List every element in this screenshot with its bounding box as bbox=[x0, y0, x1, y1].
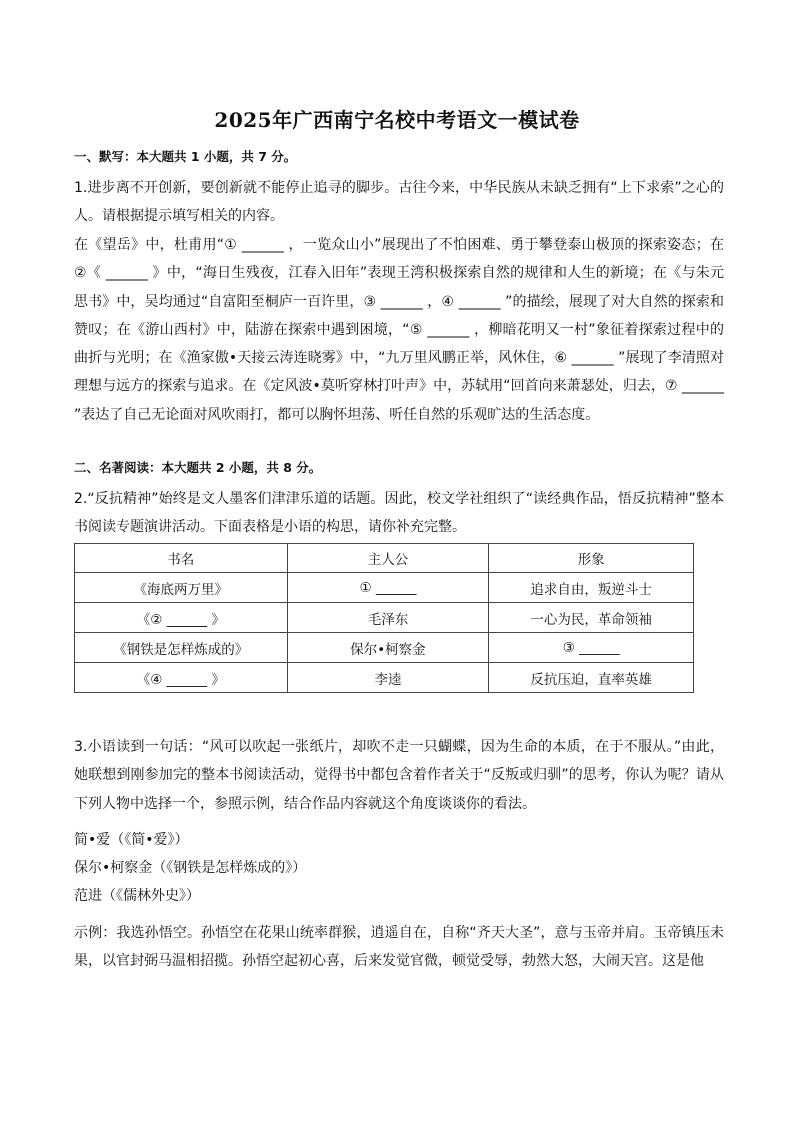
table-cell: 保尔•柯察金 bbox=[287, 633, 489, 663]
table-header-row bbox=[75, 544, 694, 573]
table-cell: 李逵 bbox=[287, 663, 489, 693]
table-row bbox=[75, 663, 694, 693]
table-cell: 反抗压迫，直率英雄 bbox=[489, 663, 694, 693]
question-1-body: 在《望岳》中，杜甫用“① ______ ，一览众山小”展现出了不怕困难、勇于攀登泰山极顶的探索姿态；在②《 ______ 》中，“海日生残夜，江春入旧年”表现王湾积极探索自然的规律和人生的新境；在《与朱元思书》中，吴均通过“自富阳至桐庐一百许里，③ ______ ，④ ______ ”的描绘，展现了对大自然的探索和赞叹；在《游山西村》中，陆游在探索中遇到困境，“⑤ ______ ，柳暗花明又一村”象征着探索过程中的曲折与光明；在《渔家傲•天接云涛连晓雾》中，“九万里风鹏正举，风休住，⑥ ______ ”展现了李清照对理想与远方的探索与追求。在《定风波•莫听穿林打叶声》中，苏轼用“回首向来萧瑟处，归去，⑦ ______ ”表达了自己无论面对风吹雨打，都可以胸怀坦荡、听任自然的乐观旷达的生活态度。 bbox=[74, 237, 724, 423]
table-row bbox=[75, 603, 694, 633]
table-row bbox=[75, 573, 694, 603]
table-row bbox=[75, 633, 694, 663]
table-cell: 一心为民，革命领袖 bbox=[489, 603, 694, 633]
table-cell: 《④ ______ 》 bbox=[75, 663, 288, 693]
question-1-prompt: 1.进步离不开创新，要创新就不能停止追寻的脚步。古往今来，中华民族从未缺乏拥有“上下求索”之心的人。请根据提示填写相关的内容。 bbox=[74, 180, 724, 225]
question-3-prompt: 3.小语读到一句话：“风可以吹起一张纸片，却吹不走一只蝴蝶，因为生命的本质，在于不服从。”由此，她联想到刚参加完的整本书阅读活动，觉得书中都包含着作者关于“反叛或归驯”的思考，你认为呢？请从下列人物中选择一个，参照示例，结合作品内容就这个角度谈谈你的看法。 bbox=[74, 739, 724, 812]
question-2-prompt: 2.“反抗精神”始终是文人墨客们津津乐道的话题。因此，校文学社组织了“读经典作品，悟反抗精神”整本书阅读专题演讲活动。下面表格是小语的构思，请你补充完整。 bbox=[74, 491, 724, 536]
section-2-heading: 二、名著阅读：本大题共 2 小题，共 8 分。 bbox=[74, 460, 322, 475]
table-header-cell: 主人公 bbox=[287, 544, 489, 573]
table-cell: 追求自由，叛逆斗士 bbox=[489, 573, 694, 603]
section-1-heading: 一、默写：本大题共 1 小题，共 7 分。 bbox=[74, 149, 297, 164]
table-cell: ③ ______ bbox=[489, 633, 694, 663]
exam-title: 2025年广西南宁名校中考语文一模试卷 bbox=[214, 108, 580, 132]
table-cell: 《海底两万里》 bbox=[75, 573, 288, 603]
table-header-cell: 形象 bbox=[489, 544, 694, 573]
table-cell: 毛泽东 bbox=[287, 603, 489, 633]
option-item: 范进（《儒林外史》） bbox=[74, 888, 200, 904]
option-item: 简•爱（《简•爱》） bbox=[74, 832, 189, 848]
example-answer: 示例：我选孙悟空。孙悟空在花果山统率群猴，逍遥自在，自称“齐天大圣”，意与玉帝并肩。玉帝镇压未果，以官封弼马温相招揽。孙悟空起初心喜，后来发觉官微，顿觉受辱，勃然大怒，大闹天宫。这是他 bbox=[74, 925, 724, 970]
table-header-cell: 书名 bbox=[75, 544, 288, 573]
table-cell: 《钢铁是怎样炼成的》 bbox=[75, 633, 288, 663]
table-cell: ① ______ bbox=[287, 573, 489, 603]
option-item: 保尔•柯察金（《钢铁是怎样炼成的》） bbox=[74, 860, 307, 876]
table-cell: 《② ______ 》 bbox=[75, 603, 288, 633]
book-table bbox=[74, 543, 694, 693]
